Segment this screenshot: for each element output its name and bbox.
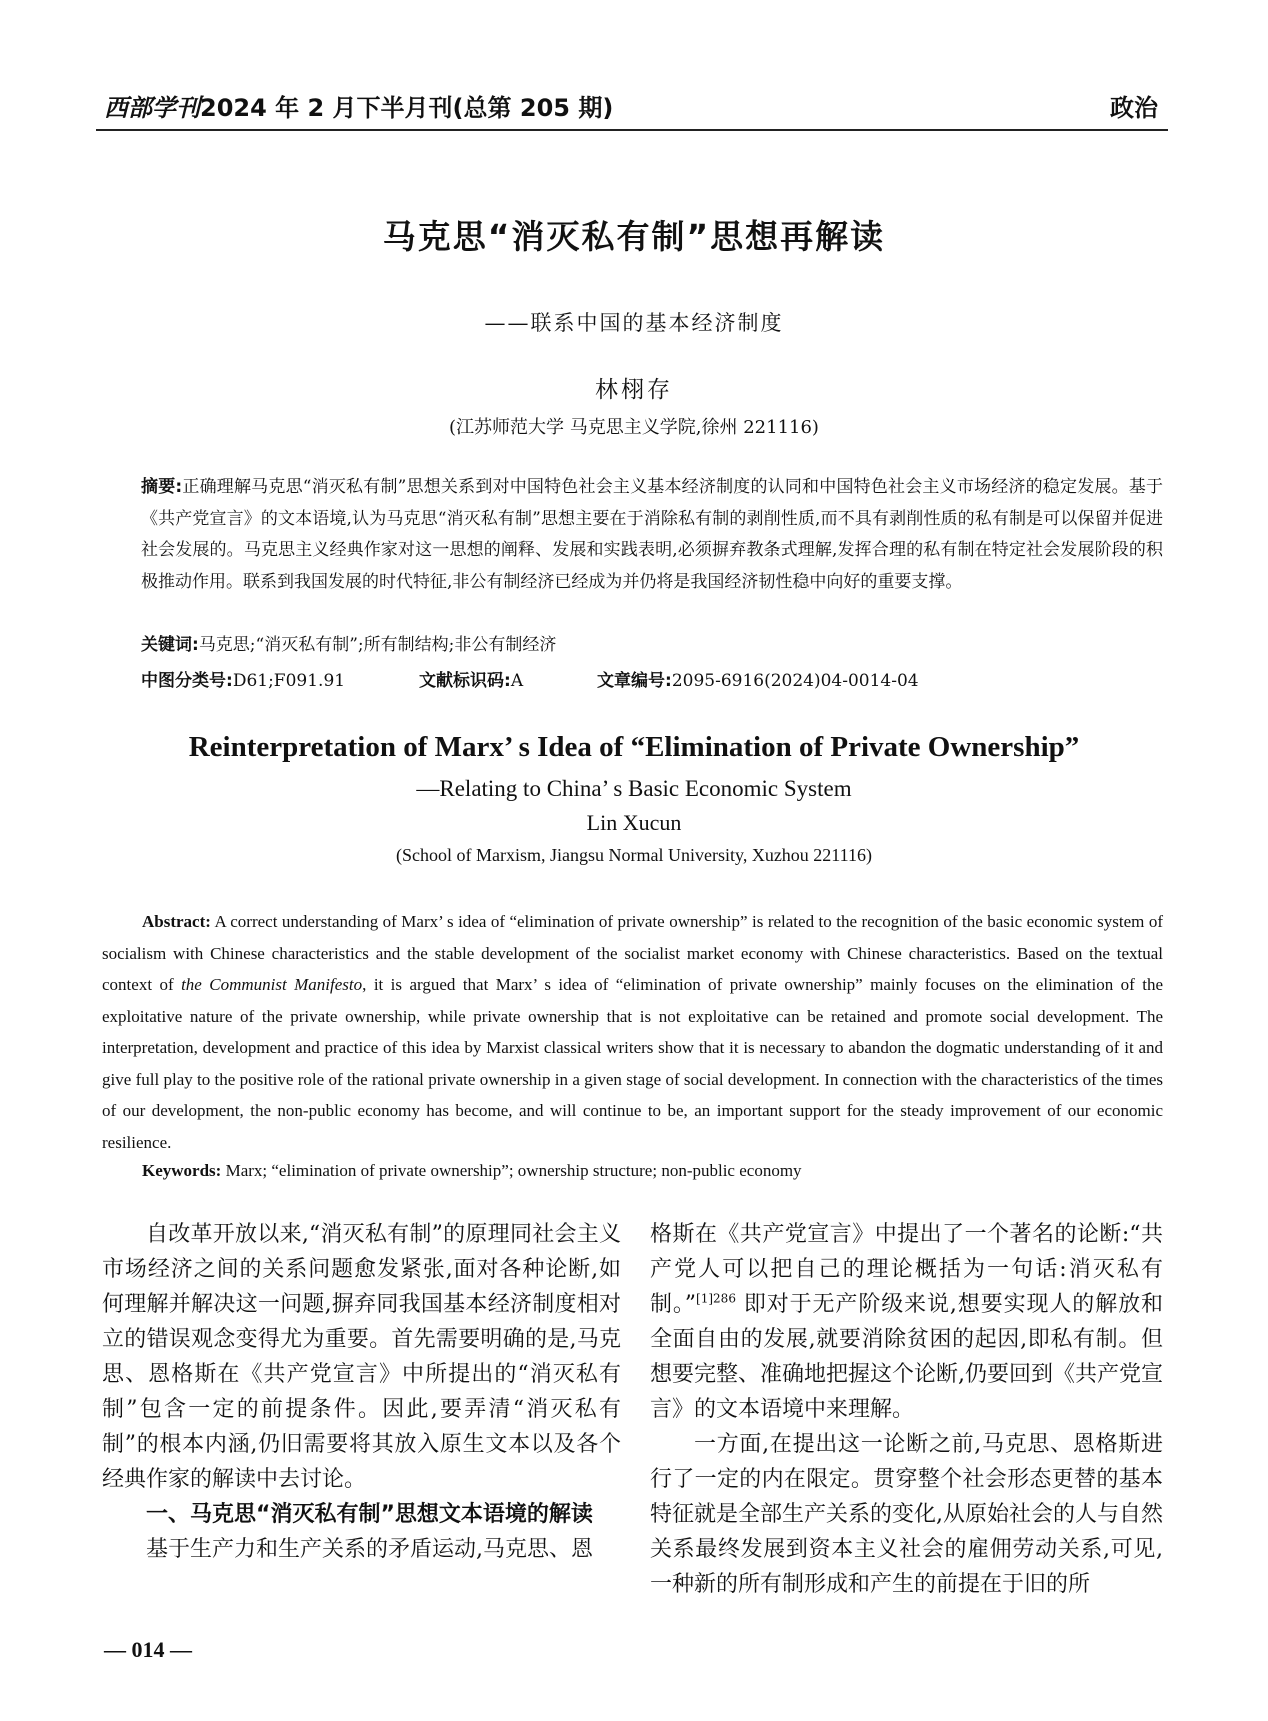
abstract-cn-label: 摘要:	[141, 477, 183, 497]
body-paragraph: 基于生产力和生产关系的矛盾运动,马克思、恩	[146, 1537, 593, 1562]
clc-value: D61;F091.91	[232, 671, 346, 691]
paper-subtitle-cn: ——联系中国的基本经济制度	[484, 311, 784, 335]
citation: [1]286	[696, 1291, 736, 1306]
article-number-label: 文章编号:	[597, 671, 672, 691]
author-cn: 林栩存	[595, 377, 673, 403]
clc-number	[141, 666, 345, 691]
section-heading: 一、马克思“消灭私有制”思想文本语境的解读	[146, 1502, 593, 1527]
abstract-cn	[141, 472, 1163, 598]
classification-line	[141, 666, 1163, 690]
abstract-cn-text: 正确理解马克思“消灭私有制”思想关系到对中国特色社会主义基本经济制度的认同和中国特色社会主义市场经济的稳定发展。基于《共产党宣言》的文本语境,认为马克思“消灭私有制”思想主要在于消除私有制的剥削性质,而不具有剥削性质的私有制是可以保留并促进社会发展的。马克思主义经典作家对这一思想的阐释、发展和实践表明,必须摒弃教条式理解,发挥合理的私有制在特定社会发展阶段的积极推动作用。联系到我国发展的时代特征,非公有制经济已经成为并仍将是我国经济韧性稳中向好的重要支撑。	[141, 477, 1163, 592]
keywords-cn	[141, 630, 556, 655]
affiliation-cn: (江苏师范大学 马克思主义学院,徐州 221116)	[449, 417, 819, 438]
body-paragraph: 自改革开放以来,“消灭私有制”的原理同社会主义市场经济之间的关系问题愈发紧张,面对各种论断,如何理解并解决这一问题,摒弃同我国基本经济制度相对立的错误观念变得尤为重要。首先需要明确的是,马克思、恩格斯在《共产党宣言》中所提出的“消灭私有制”包含一定的前提条件。因此,要弄清“消灭私有制”的根本内涵,仍旧需要将其放入原生文本以及各个经典作家的解读中去讨论。	[102, 1222, 621, 1492]
body-column-left	[102, 1217, 621, 1567]
journal-header	[104, 88, 613, 123]
author-en: Lin Xucun	[586, 810, 682, 835]
body-text: 格斯在《共产党宣言》中提出了一个著名的论断:“共产党人可以把自己的理论概括为一句话:消灭私有制。”	[650, 1222, 1163, 1317]
abstract-en-text-2: , it is argued that Marx’ s idea of “elimination of private ownership” mainly focuses on the elimination of the exploitative nature of the private ownership, while private ownership that is not exploitative can be retained and promote social development. The interpretation, development and practice of this idea by Marxist classical writers show that it is necessary to abandon the dogmatic understanding of it and give full play to the positive role of the rational private ownership in a given stage of social development. In connection with the characteristics of the times of our development, the non-public economy has become, and will continue to be, an important support for the steady improvement of our economic resilience.	[102, 975, 1164, 1152]
journal-name: 西部学刊	[104, 93, 200, 122]
abstract-en-italic: the Communist Manifesto	[181, 975, 363, 994]
body-text: 即对于无产阶级来说,想要实现人的解放和全面自由的发展,就要消除贫困的起因,即私有制。但想要完整、准确地把握这个论断,仍要回到《共产党宣言》的文本语境中来理解。	[650, 1292, 1163, 1422]
body-paragraph	[650, 1217, 1163, 1427]
paper-subtitle-en: —Relating to China’ s Basic Economic System	[416, 776, 852, 801]
keywords-en-label: Keywords:	[142, 1161, 222, 1180]
affiliation-en: (School of Marxism, Jiangsu Normal University, Xuzhou 221116)	[396, 845, 872, 865]
abstract-en-label: Abstract:	[142, 912, 211, 931]
abstract-en-text-1: A correct understanding of Marx’ s idea of “elimination of private ownership” is related to the recognition of the basic economic system of socialism with Chinese characteristics and the stable development of the socialist market economy with Chinese characteristics. Based on the textual context of	[102, 912, 1163, 994]
body-paragraph: 一方面,在提出这一论断之前,马克思、恩格斯进行了一定的内在限定。贯穿整个社会形态更替的基本特征就是全部生产关系的变化,从原始社会的人与自然关系最终发展到资本主义社会的雇佣劳动关系,可见,一种新的所有制形成和产生的前提在于旧的所	[650, 1432, 1163, 1597]
keywords-en	[142, 1161, 802, 1181]
article-number	[597, 666, 919, 691]
doc-code	[419, 666, 523, 691]
keywords-en-text: Marx; “elimination of private ownership”; ownership structure; non-public economy	[221, 1161, 802, 1180]
keywords-cn-label: 关键词:	[141, 635, 199, 655]
article-number-value: 2095-6916(2024)04-0014-04	[671, 671, 919, 691]
section-label: 政治	[1110, 94, 1158, 122]
abstract-en	[102, 906, 1163, 1158]
clc-label: 中图分类号:	[141, 671, 233, 691]
doc-code-value: A	[510, 671, 524, 691]
keywords-cn-text: 马克思;“消灭私有制”;所有制结构;非公有制经济	[198, 635, 557, 655]
header-rule	[96, 129, 1168, 131]
body-column-right	[650, 1217, 1163, 1602]
journal-issue: 2024 年 2 月下半月刊(总第 205 期)	[200, 94, 614, 122]
paper-title-en: Reinterpretation of Marx’ s Idea of “Elimination of Private Ownership”	[188, 731, 1080, 763]
doc-code-label: 文献标识码:	[419, 671, 511, 691]
paper-title-cn: 马克思“消灭私有制”思想再解读	[382, 217, 886, 256]
page-number: — 014 —	[104, 1637, 192, 1662]
